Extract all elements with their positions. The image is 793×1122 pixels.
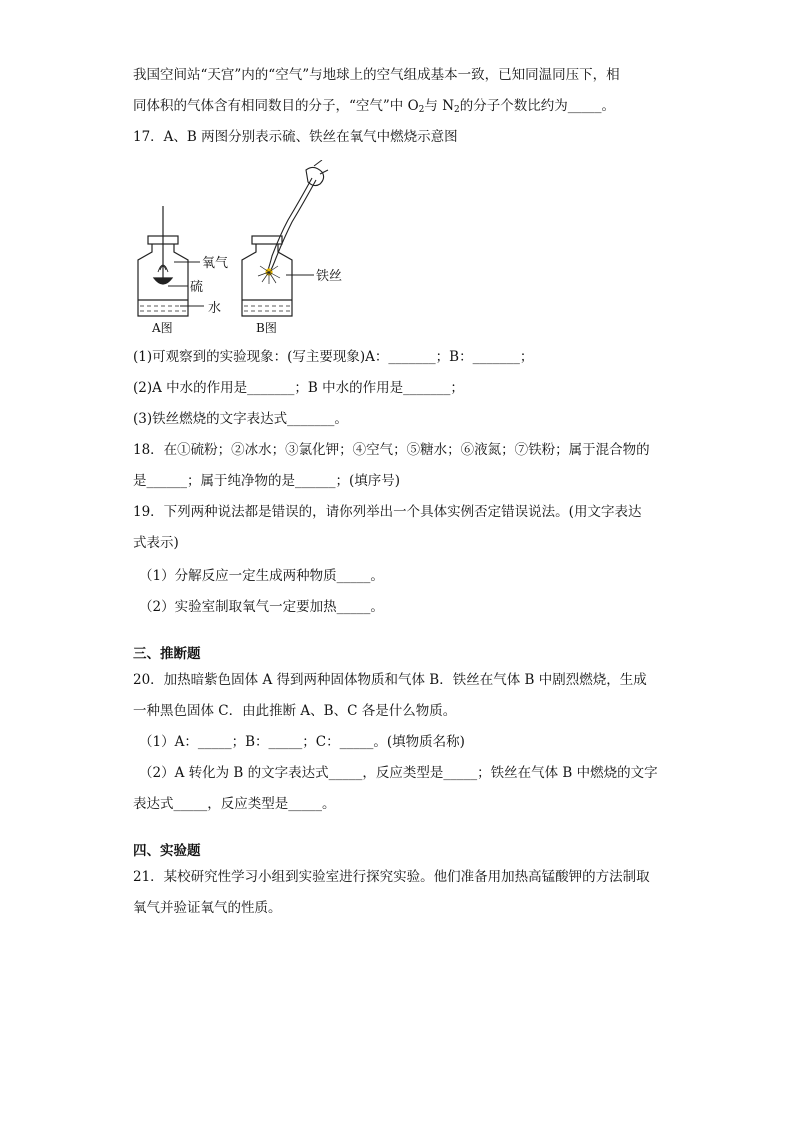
- section-heading-experiment: 四、实验题: [133, 843, 201, 859]
- label-water: 水: [208, 301, 222, 316]
- q17-part3: (3)铁丝燃烧的文字表达式_______。: [133, 411, 348, 427]
- combustion-figure: [130, 160, 370, 340]
- question-17-stem: 17．A、B 两图分别表示硫、铁丝在氧气中燃烧示意图: [133, 129, 458, 145]
- q17-part1: (1)可观察到的实验现象：(写主要现象)A：_______；B：_______；: [133, 349, 534, 365]
- question-18-line1: 18．在①硫粉；②冰水；③氯化钾；④空气；⑤糖水；⑥液氮；⑦铁粉；属于混合物的: [133, 442, 650, 458]
- subscript: 2: [454, 105, 460, 115]
- label-iron-wire: 铁丝: [316, 269, 343, 284]
- question-18-line2: 是______；属于纯净物的是______；(填序号): [133, 473, 401, 489]
- question-19-line2: 式表示): [133, 535, 179, 551]
- text-segment: 的分子个数比约为_____。: [459, 98, 615, 114]
- text-line: 我国空间站“天宫”内的“空气”与地球上的空气组成基本一致，已知同温同压下，相: [133, 67, 620, 83]
- caption-b: B图: [256, 321, 277, 335]
- question-20-line2: 一种黑色固体 C．由此推断 A、B、C 各是什么物质。: [133, 703, 457, 719]
- question-19-line1: 19．下列两种说法都是错误的，请你列举出一个具体实例否定错误说法。(用文字表达: [133, 504, 642, 520]
- bottle-b: [242, 160, 328, 316]
- text-segment: 同体积的气体含有相同数目的分子，“空气”中 O: [133, 98, 419, 114]
- section-heading-inference: 三、推断题: [133, 646, 201, 662]
- question-21-line2: 氧气并验证氧气的性质。: [133, 900, 282, 916]
- q19-part1: （1）分解反应一定生成两种物质_____。: [139, 568, 384, 584]
- text-segment: 与 N: [424, 98, 455, 114]
- q20-part1: （1）A：_____；B：_____；C：_____。(填物质名称): [139, 734, 465, 750]
- text-line: [133, 97, 615, 119]
- q20-part2-line1: （2）A 转化为 B 的文字表达式_____，反应类型是_____；铁丝在气体 B 中燃烧的文字: [139, 765, 658, 781]
- label-oxygen: 氧气: [202, 256, 229, 271]
- question-20-line1: 20．加热暗紫色固体 A 得到两种固体物质和气体 B．铁丝在气体 B 中剧烈燃烧，生成: [133, 672, 647, 688]
- subscript: 2: [418, 105, 425, 115]
- question-21-line1: 21．某校研究性学习小组到实验室进行探究实验。他们准备用加热高锰酸钾的方法制取: [133, 869, 650, 885]
- q20-part2-line2: 表达式_____，反应类型是_____。: [133, 796, 336, 812]
- caption-a: A图: [152, 321, 173, 335]
- label-sulfur: 硫: [190, 280, 204, 295]
- q19-part2: （2）实验室制取氧气一定要加热_____。: [139, 599, 384, 615]
- q17-part2: (2)A 中水的作用是_______；B 中水的作用是_______；: [133, 380, 464, 396]
- bottle-a: [138, 206, 188, 316]
